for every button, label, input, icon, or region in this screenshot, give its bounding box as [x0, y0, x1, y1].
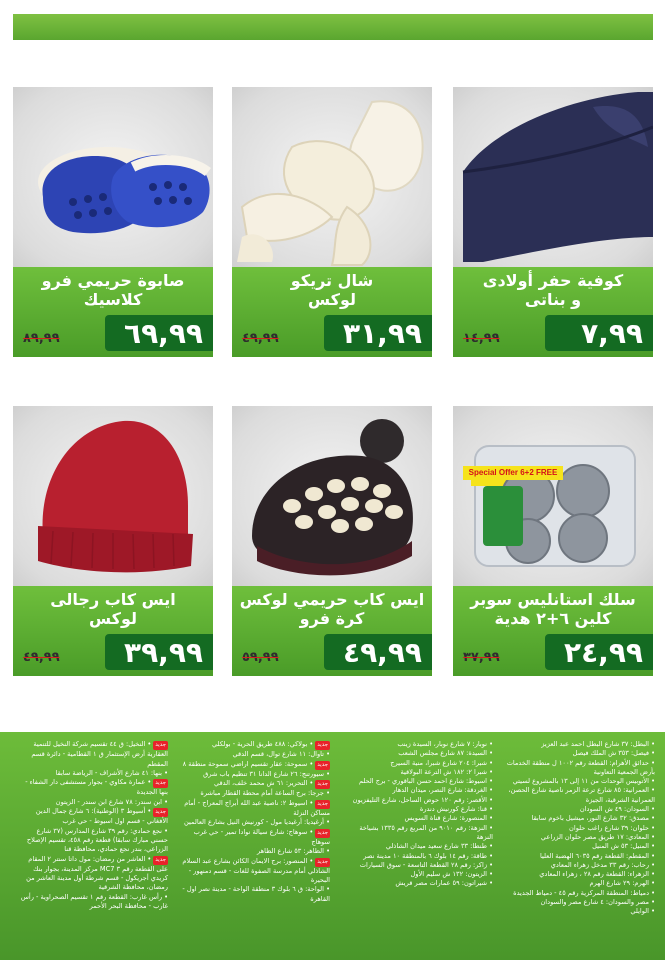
branch-address: • السيدة: ٨٧ شارع مجلس الشعب: [398, 749, 493, 758]
product-name: [459, 271, 647, 315]
product-name-line2: كرة فرو: [299, 609, 365, 628]
branch-address: • الوايلي: [630, 907, 655, 916]
branches-column-2: [343, 740, 493, 889]
branch-address: • شبرا ٢: ١٨٢ ش الترعة البولاقية: [400, 767, 493, 776]
branch-address-text: • رأس غارب: القطعة رقم ١ تقسيم الصحراوية - رأس غارب - محافظة البحر الأحمر: [20, 892, 168, 911]
new-badge: جديد: [315, 858, 330, 867]
branch-address: [180, 770, 330, 779]
branch-address: • قنا: شارع كورنيش دندرة: [419, 805, 493, 814]
new-badge: جديد: [315, 829, 330, 838]
product-card-red-beanie[interactable]: [13, 406, 213, 676]
branch-address: [180, 828, 330, 848]
product-card-pompom-hat[interactable]: [232, 406, 432, 676]
branch-address-text: • تاوال: ١١ شارع توال، قسم الدقي: [232, 750, 330, 759]
product-name-line2: كلين ٦+٢ هدية: [494, 609, 612, 628]
product-old-price: ٥٩,٩٩: [242, 650, 279, 665]
branch-address-text: • جرجا: برج الساعة أمام محطة القطار مباشرة: [200, 789, 330, 798]
branch-address: [18, 778, 168, 798]
red-beanie-icon: [13, 406, 213, 586]
branches-column-1: [505, 740, 655, 917]
branch-address: [18, 807, 168, 827]
branch-address: • الأقصر: رقم ١٢٠ حوض الساحل، شارع التليفزيون: [352, 795, 493, 804]
branch-address-text: • بولاكي: ٤٨٨ طريق الحرية - بولكلي: [212, 740, 314, 748]
branch-address: • حدائق الأهرام: القطعة رقم ١٠٠٢ ل منطقة الخدمات بأرض الجمعية التعاونية: [506, 758, 655, 776]
branch-address: [18, 827, 168, 855]
branch-address: [18, 798, 168, 807]
top-green-banner: [13, 14, 653, 40]
branch-address-text: • نجع حمادي: رقم ٣٩ شارع المدارس (٣٧ شارع حسني مبارك سابقا) قطعة رقم ٤٥٨، تقسيم الإصلاح الزراعي، بندر نجع حمادي، محافظة قنا: [26, 826, 168, 854]
product-name-line1: ايس كاب حريمي لوكس: [239, 590, 425, 609]
product-image: [232, 406, 432, 586]
branch-address-text: • عمارة مكاوي - بجوار مستشفى دار الشفاء - بنها الجديدة: [25, 778, 168, 797]
branches-column-4: [18, 740, 168, 911]
branch-address: • الهرم: ٢٩ شارع الهرم: [589, 879, 655, 888]
branch-address: • رحاب: رقم ٣٣ مدخل زهراء المعادي: [550, 860, 655, 869]
branch-address: [180, 760, 330, 770]
product-name-line2: كلاسيك: [83, 290, 143, 309]
branch-address-text: • اسيوط ٢: ناصية عبد الله أبراج المعراج - أمام مساكن النزلة: [184, 798, 330, 818]
branch-address: • شيراتون: ٥٩ عمارات مصر قريش: [395, 879, 493, 888]
branch-address: • اسيوط: شارع احمد حسن الباقوري - برج الحلم: [358, 777, 493, 786]
new-badge: جديد: [153, 856, 168, 865]
branch-address: • طاقة: رقم ١٤ بلوك ٦ بالمنطقة ١٠ مدينة نصر: [363, 851, 493, 860]
branch-address: [18, 740, 168, 769]
product-card-steel-wool[interactable]: [453, 406, 653, 676]
branch-address-text: • الواحة: ق ٦ بلوك ٣ منطقة الواحة - مدينة نصر اول - القاهرة: [182, 885, 330, 903]
branch-address-text: • العاشر من رمضان: مول داتا سنتر ٢ المقام على القطعة رقم ٣ MC7 مركز المدينة، بجوار بنك كريدي أجريكول - قسم شرطة أول مدينة العاشر من رمضان، محافظة الشرقية: [26, 854, 168, 892]
product-price: ٣١,٩٩: [343, 317, 422, 350]
branch-address-text: • النخيل: ق ٤٤ تقسيم شركة النخيل للتنمية العقارية أرض الإستثمار ق ١ القطامية - دائرة قسم المقطم: [31, 740, 168, 768]
branch-address: • البطل: ٣٧ شارع البطل احمد عبد العزيز: [541, 740, 655, 748]
product-name-line1: ايس كاب رجالى: [50, 590, 176, 609]
product-image: [453, 87, 653, 267]
new-badge: جديد: [315, 761, 330, 770]
steel-wool-pack-icon: [453, 406, 653, 586]
branch-address: • حلوان: ٣٩ شارع راغب حلوان: [569, 823, 655, 832]
branch-address: • زاكر: رقم ٢٨ القطعة التاسعة - سوق السيارات: [359, 860, 493, 869]
product-old-price: ٨٩,٩٩: [23, 331, 60, 346]
branch-address-text: • سموحة: عقار تقسيم اراضي سموحة منطقة ٨: [182, 759, 314, 768]
product-card-fur-clogs[interactable]: [13, 87, 213, 357]
branch-address: • المقطم: القطعة رقم ٦٠٣٥ الهضبة العليا: [539, 851, 655, 860]
branch-address: • فيصل: ٣٥٣ ش الملك فيصل: [572, 749, 655, 758]
new-badge: جديد: [153, 741, 168, 750]
product-name-line2: لوكس: [89, 609, 137, 628]
branch-address: • المنصورة: شارع قناة السويس: [404, 814, 493, 823]
fur-clogs-icon: [13, 87, 213, 267]
product-old-price: ٤٩,٩٩: [242, 331, 279, 346]
new-badge: جديد: [315, 741, 330, 750]
branch-address-text: • أرغيديا: أرغيديا مول - كورنيش النيل بشارع العالمين: [184, 818, 330, 827]
product-name-line2: و بناتى: [524, 290, 582, 309]
branch-address: • الأتوبيس الوحدات من ١١ إلى ١٣ بالمشروع لسيتي: [512, 777, 655, 786]
product-name: [459, 590, 647, 634]
branch-address: • نوبار: ٧ شارع نوبار، السيدة زينب: [397, 740, 493, 748]
branch-address-text: • المنصور: برج الايمان الكائن بشارع عبد السلام الشاذلي أمام مدرسة الصفوة للغات - قسم دمنهور - البحيرة: [182, 856, 330, 885]
branch-address: [18, 769, 168, 778]
product-name-line1: سلك استانليس سوبر: [470, 590, 636, 609]
product-old-price: ١٤,٩٩: [463, 331, 500, 346]
product-price: ٢٤,٩٩: [564, 636, 643, 669]
product-price: ٧,٩٩: [581, 317, 643, 350]
product-image: [13, 406, 213, 586]
pompom-hat-icon: [232, 406, 432, 586]
branch-address-text: • سوهاج: شارع سيالة نوادا تمير - حي غرب سوهاج: [193, 827, 330, 846]
branch-address-text: • التحرير: ٦١ ش محمد خلف، الدقي: [214, 779, 314, 788]
branch-address-text: • ابن سندر: ٧٨ شارع ابن سندر - الزيتون: [55, 797, 168, 806]
branch-address: • المنيل: ٥٣ ش المنيل: [592, 842, 655, 851]
branch-address: [180, 779, 330, 789]
branch-address: [18, 893, 168, 912]
branch-address: [180, 857, 330, 886]
product-card-knit-scarf[interactable]: [232, 87, 432, 357]
branch-address-text: • بنها: ٤١ شارع الأشراف - الرياضة سابقا: [55, 768, 168, 777]
branch-address: [180, 847, 330, 856]
branch-address: • الغردقة: شارع النصر، ميدان الدهار: [392, 786, 493, 795]
branch-address: • العمرانية: ٨٥ شارع ترعة الزمر ناصية شارع الحصن، العمرانية الشرقية، الجيزة: [508, 786, 655, 804]
product-price: ٦٩,٩٩: [124, 317, 203, 350]
new-badge: جديد: [315, 780, 330, 789]
branches-footer: [0, 732, 665, 960]
product-price: ٤٩,٩٩: [343, 636, 422, 669]
branch-address-text: • سيورتنج: ٢٦ شارع الدانا ٣١ تنظيم باب شرق: [203, 769, 330, 778]
branch-address: [18, 855, 168, 893]
pack-offer-label: Special Offer 6+2 FREE: [463, 466, 563, 480]
product-name: [238, 271, 426, 315]
product-card-kids-scarf[interactable]: [453, 87, 653, 357]
product-image: [453, 406, 653, 586]
product-name: [238, 590, 426, 634]
product-price: ٣٩,٩٩: [124, 636, 203, 669]
branch-address: • مصر والسودان: ٤ شارع مصر والسودان: [540, 898, 655, 907]
white-knit-scarf-icon: [232, 87, 432, 267]
product-name-line1: كوفية حفر أولادى: [482, 271, 624, 290]
product-image: [232, 87, 432, 267]
product-name-line1: صابوة حريمي فرو: [41, 271, 185, 290]
product-name-line1: شال تريكو: [290, 271, 374, 290]
branch-address: • السودان: ٤٩ ش السودان: [579, 805, 655, 814]
product-old-price: ٤٩,٩٩: [23, 650, 60, 665]
new-badge: جديد: [153, 808, 168, 817]
branch-address: • مصدق: ٣٢ شارع النور، ميشيل باخوم سابقا: [531, 814, 655, 823]
blue-scarf-icon: [453, 87, 653, 267]
branch-address: • المعادي: ١٧ طريق مصر حلوان الزراعي: [540, 832, 655, 841]
branch-address: • النزهة: رقم ٩٠١٠ من المربع رقم ١٣٣٥ بشياخة النزهة: [359, 823, 493, 841]
branches-column-3: [180, 740, 330, 904]
branch-address: • الزيتون: ١٣٢ ش سليم الأول: [410, 870, 493, 879]
product-old-price: ٣٧,٩٩: [463, 650, 500, 665]
branch-address: [180, 885, 330, 904]
branch-address: [180, 818, 330, 827]
branch-address: • دمياط: المنطقة المركزية رقم ٤٥ - دمياط الجديدة: [513, 888, 655, 897]
new-badge: جديد: [153, 779, 168, 788]
branch-address: • الزهراء: القطعة رقم ٢٨ ، زهراء المعادي: [539, 870, 655, 879]
product-name: [19, 271, 207, 315]
branch-address: [180, 799, 330, 819]
product-name: [19, 590, 207, 634]
new-badge: جديد: [315, 800, 330, 809]
branch-address: [180, 750, 330, 759]
branch-address: • طنطا: ٣٣ شارع سعيد ميدان الشاذلي: [385, 842, 493, 851]
product-name-line2: لوكس: [308, 290, 356, 309]
branch-address: [180, 789, 330, 798]
branch-address-text: • الظاهر: ٥٣ شارع الظاهر: [257, 847, 330, 856]
branch-address: • شبرا: ٢٠٤ شارع شبرا، منية السيرج: [390, 758, 493, 767]
product-image: [13, 87, 213, 267]
branch-address: [180, 740, 330, 750]
branch-address-text: • أسيوط ٣ (الوطنية): ٦ شارع جمال الدين الأفغاني - قسم اول اسيوط - حي غرب: [35, 807, 168, 826]
